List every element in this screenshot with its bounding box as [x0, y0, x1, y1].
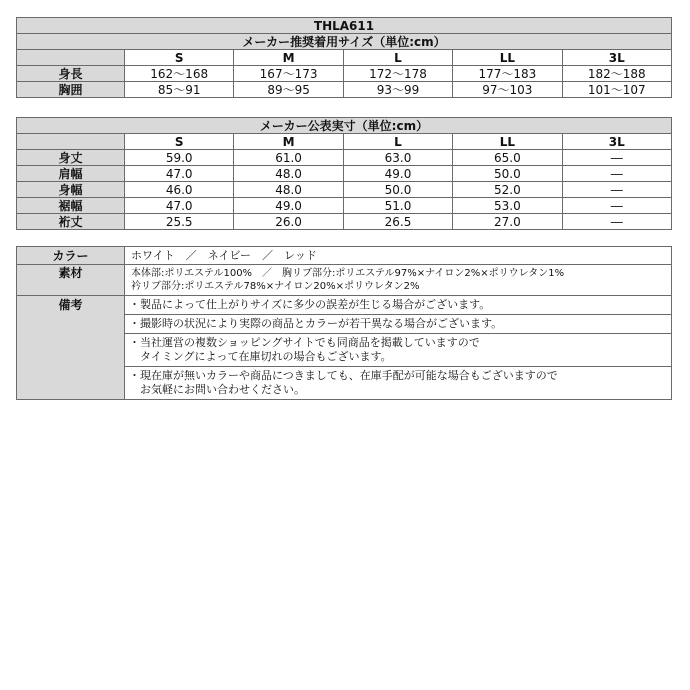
material-line: 衿リブ部分:ポリエステル78%×ナイロン20%×ポリウレタン2% [131, 281, 420, 292]
notes-row [17, 296, 672, 400]
note-text: お気軽にお問い合わせください。 [129, 383, 305, 396]
size-header: M [234, 134, 343, 150]
table-cell: 172〜178 [343, 66, 452, 82]
note-text: タイミングによって在庫切れの場合もございます。 [129, 350, 392, 363]
table-cell: ― [562, 214, 671, 230]
corner-cell [17, 50, 125, 66]
table-cell: 49.0 [343, 166, 452, 182]
size-header: LL [453, 50, 562, 66]
row-label: 裄丈 [17, 214, 125, 230]
table-cell: 97〜103 [453, 82, 562, 98]
table-cell: 25.5 [125, 214, 234, 230]
note-text: ・製品によって仕上がりサイズに多少の誤差が生じる場合がございます。 [129, 298, 491, 311]
table-row [17, 150, 672, 166]
color-value: ホワイト ／ ネイビー ／ レッド [125, 247, 672, 265]
table-cell: 26.5 [343, 214, 452, 230]
material-row [17, 265, 672, 296]
table-cell: ― [562, 198, 671, 214]
table-row [17, 214, 672, 230]
row-label: 肩幅 [17, 166, 125, 182]
table-cell: 50.0 [453, 166, 562, 182]
actual-size-title: メーカー公表実寸（単位:cm） [17, 118, 672, 134]
table-cell: 63.0 [343, 150, 452, 166]
note-text: ・撮影時の状況により実際の商品とカラーが若干異なる場合がございます。 [129, 317, 503, 330]
size-header: 3L [562, 50, 671, 66]
note-text: ・現在庫が無いカラーや商品につきましても、在庫手配が可能な場合もございますので [129, 369, 558, 382]
table-cell: 49.0 [234, 198, 343, 214]
material-label: 素材 [17, 265, 125, 296]
row-label: 身幅 [17, 182, 125, 198]
table-row [17, 66, 672, 82]
size-header: S [125, 134, 234, 150]
note-text: ・当社運営の複数ショッピングサイトでも同商品を掲載していますので [129, 336, 480, 349]
table-cell: 101〜107 [562, 82, 671, 98]
row-label: 身長 [17, 66, 125, 82]
notes-list [125, 296, 672, 400]
note-item [125, 296, 671, 315]
corner-cell [17, 134, 125, 150]
table-cell: 48.0 [234, 166, 343, 182]
recommended-size-table [16, 17, 672, 98]
size-header: 3L [562, 134, 671, 150]
table-cell: 50.0 [343, 182, 452, 198]
table-cell: 162〜168 [125, 66, 234, 82]
product-code: THLA611 [17, 18, 672, 34]
size-header: L [343, 50, 452, 66]
material-value [125, 265, 672, 296]
table-cell: 59.0 [125, 150, 234, 166]
table-cell: 47.0 [125, 198, 234, 214]
table-cell: 65.0 [453, 150, 562, 166]
recommended-size-title: メーカー推奨着用サイズ（単位:cm） [17, 34, 672, 50]
table-row [17, 182, 672, 198]
table-cell: 61.0 [234, 150, 343, 166]
table-cell: 85〜91 [125, 82, 234, 98]
table-cell: 48.0 [234, 182, 343, 198]
row-label: 裾幅 [17, 198, 125, 214]
table-row [17, 166, 672, 182]
table-cell: ― [562, 182, 671, 198]
row-label: 身丈 [17, 150, 125, 166]
table-cell: 177〜183 [453, 66, 562, 82]
table-row [17, 198, 672, 214]
size-header: S [125, 50, 234, 66]
table-cell: 26.0 [234, 214, 343, 230]
actual-size-table [16, 117, 672, 230]
table-cell: 51.0 [343, 198, 452, 214]
color-row [17, 247, 672, 265]
table-cell: 27.0 [453, 214, 562, 230]
table-cell: 93〜99 [343, 82, 452, 98]
size-header: L [343, 134, 452, 150]
note-item [125, 367, 671, 399]
table-cell: 89〜95 [234, 82, 343, 98]
size-header: M [234, 50, 343, 66]
row-label: 胸囲 [17, 82, 125, 98]
table-cell: ― [562, 150, 671, 166]
notes-label: 備考 [17, 296, 125, 400]
table-cell: 167〜173 [234, 66, 343, 82]
table-cell: 46.0 [125, 182, 234, 198]
material-line: 本体部:ポリエステル100% ／ 胸リブ部分:ポリエステル97%×ナイロン2%×ポリウレタン1% [131, 268, 565, 279]
table-cell: 52.0 [453, 182, 562, 198]
table-cell: 47.0 [125, 166, 234, 182]
table-cell: 53.0 [453, 198, 562, 214]
table-cell: 182〜188 [562, 66, 671, 82]
table-cell: ― [562, 166, 671, 182]
note-item [125, 315, 671, 334]
note-item [125, 334, 671, 367]
product-details-table [16, 246, 672, 400]
table-row [17, 82, 672, 98]
color-label: カラー [17, 247, 125, 265]
size-header: LL [453, 134, 562, 150]
